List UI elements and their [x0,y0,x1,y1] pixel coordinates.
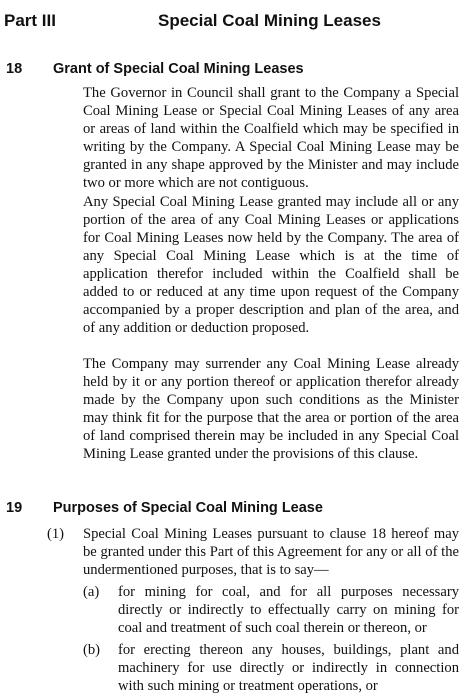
part-label: Part III [4,11,56,30]
item-a-label: (a) [83,584,100,600]
clause-18-paragraph-2: Any Special Coal Mining Lease granted may include all or any portion of the area of any Coal Mining Leases or applications for Coal Mining Leases now held by the Company. The area of any Special Coal Mining Lease which is at the time of application therefor included within the Coalfield shall be added to or reduced at any time upon request of the Company accompanied by a proper description and plan of the area, and of any addition or deduction proposed. [83,194,459,336]
clause-19-heading: Purposes of Special Coal Mining Lease [53,500,323,516]
part-title: Special Coal Mining Leases [158,11,381,30]
item-b-label: (b) [83,642,101,658]
subclause-1-label: (1) [47,526,65,542]
clause-18-paragraph-3: The Company may surrender any Coal Mining Lease already held by it or any portion thereof or application therefor already made by the Company upon such conditions as the Minister may think fit for the purpose that the area or portion of the area of land comprised therein may be included in any Special Coal Mining Lease granted under the provisions of this clause. [83,356,459,462]
subclause-1-text: Special Coal Mining Leases pursuant to clause 18 hereof may be granted under this Part of this Agreement for any or all of the undermentioned purposes, that is to say— [83,526,459,578]
clause-18-number: 18 [6,61,23,77]
item-a-text: for mining for coal, and for all purposes necessary directly or indirectly to effectually carry on mining for coal and treatment of such coal therein or thereon, or [118,584,459,636]
item-b-text: for erecting thereon any houses, buildings, plant and machinery for use directly or indirectly in connection with such mining or treatment operations, or [118,642,459,694]
clause-18-paragraph-1: The Governor in Council shall grant to the Company a Special Coal Mining Lease or Special Coal Mining Leases of any area or areas of land within the Coalfield which may be specified in writing by the Company. A Special Coal Mining Lease may be granted in any shape approved by the Minister and may include two or more which are not contiguous. [83,85,459,191]
clause-19-number: 19 [6,500,23,516]
clause-18-heading: Grant of Special Coal Mining Leases [53,61,304,77]
